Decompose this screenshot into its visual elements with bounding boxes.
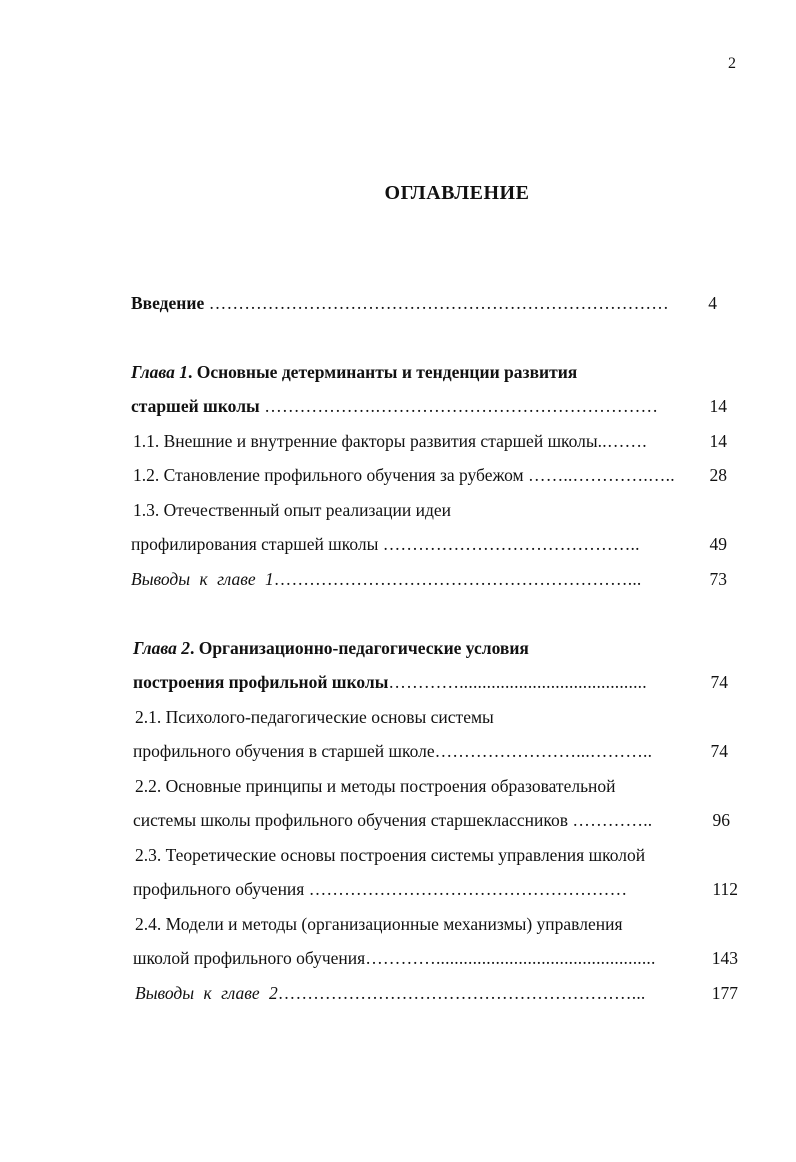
toc-entry-label: Введение — [131, 293, 205, 313]
toc-section-1-3[interactable] — [133, 499, 451, 521]
toc-page-number: 177 — [711, 983, 738, 1003]
toc-section-2-4-line2[interactable] — [133, 947, 656, 969]
chapter-title-line2: построения профильной школы — [133, 672, 389, 692]
toc-section-2-1[interactable] — [135, 706, 494, 728]
section-title-line2: профильного обучения в старшей школе — [133, 741, 435, 761]
toc-leader-dots: ………….. — [572, 810, 653, 830]
toc-page-number: 14 — [709, 431, 727, 451]
chapter-title-line1: . Организационно-педагогические условия — [189, 638, 529, 658]
toc-page-number: 143 — [711, 948, 738, 968]
toc-chapter-2-title-line2[interactable] — [133, 671, 647, 693]
toc-section-2-2-line2[interactable] — [133, 809, 652, 831]
section-title-line2: системы школы профильного обучения старшеклассников — [133, 810, 573, 830]
section-title-line2: профилирования старшей школы — [131, 534, 383, 554]
toc-page-number: 73 — [709, 569, 727, 589]
toc-section-2-2[interactable] — [135, 775, 616, 797]
toc-leader-dots: ..……. — [597, 431, 647, 451]
toc-leader-dots: ……………….………………………………………… — [259, 396, 659, 416]
toc-section-2-1-line2[interactable] — [133, 740, 652, 762]
section-title-line2: школой профильного обучения — [133, 948, 366, 968]
chapter-title-line2: старшей школы — [131, 396, 260, 416]
toc-section-2-3[interactable] — [135, 844, 645, 866]
chapter-prefix: Глава 1 — [131, 362, 188, 382]
toc-section-1-2[interactable] — [133, 464, 675, 486]
toc-leader-dots: …………......................................... — [388, 672, 647, 692]
toc-section-2-4[interactable] — [135, 913, 623, 935]
toc-page-number: 4 — [708, 293, 717, 313]
section-title: 2.2. Основные принципы и методы построения образовательной — [135, 776, 616, 796]
toc-leader-dots: …………………………………………………………………… — [204, 293, 669, 313]
page-number: 2 — [728, 55, 736, 72]
toc-entry-intro[interactable] — [131, 292, 669, 314]
toc-leader-dots: …………………………………….. — [382, 534, 640, 554]
toc-page-number: 14 — [709, 396, 727, 416]
toc-section-2-3-line2[interactable] — [133, 878, 627, 900]
toc-page-number: 28 — [709, 465, 727, 485]
toc-leader-dots: ……………………...……….. — [434, 741, 653, 761]
toc-leader-dots: ……………………………………………………... — [277, 983, 646, 1003]
toc-page-number: 112 — [712, 879, 738, 899]
section-title: 2.1. Психолого-педагогические основы системы — [135, 707, 494, 727]
section-title: 1.3. Отечественный опыт реализации идеи — [133, 500, 452, 520]
chapter-prefix: Глава 2 — [133, 638, 190, 658]
page-title: ОГЛАВЛЕНИЕ — [384, 182, 530, 204]
toc-leader-dots: ……..………….….. — [528, 465, 675, 485]
toc-page-number: 96 — [712, 810, 730, 830]
section-title: 1.1. Внешние и внутренние факторы развития старшей школы — [133, 431, 598, 451]
toc-leader-dots: ……………………………………………… — [308, 879, 628, 899]
section-title-line2: профильного обучения — [133, 879, 309, 899]
toc-chapter-1-title[interactable] — [131, 361, 577, 383]
toc-chapter-1-title-line2[interactable] — [131, 395, 658, 417]
section-title: 1.2. Становление профильного обучения за рубежом — [133, 465, 528, 485]
toc-chapter-2-title[interactable] — [133, 637, 529, 659]
toc-section-1-1[interactable] — [133, 430, 647, 452]
toc-conclusion-2[interactable] — [135, 982, 645, 1004]
toc-page-number: 49 — [709, 534, 727, 554]
section-title: 2.4. Модели и методы (организационные механизмы) управления — [135, 914, 623, 934]
toc-page-number: 74 — [710, 741, 728, 761]
toc-page-number: 74 — [710, 672, 728, 692]
section-title: 2.3. Теоретические основы построения системы управления школой — [135, 845, 646, 865]
toc-leader-dots: …………................................................ — [365, 948, 656, 968]
toc-section-1-3-line2[interactable] — [131, 533, 640, 555]
toc-conclusion-1[interactable] — [131, 568, 641, 590]
conclusion-label: Выводы к главе 1 — [131, 569, 274, 589]
toc-leader-dots: ……………………………………………………... — [273, 569, 642, 589]
chapter-title-line1: . Основные детерминанты и тенденции развития — [187, 362, 578, 382]
conclusion-label: Выводы к главе 2 — [135, 983, 278, 1003]
